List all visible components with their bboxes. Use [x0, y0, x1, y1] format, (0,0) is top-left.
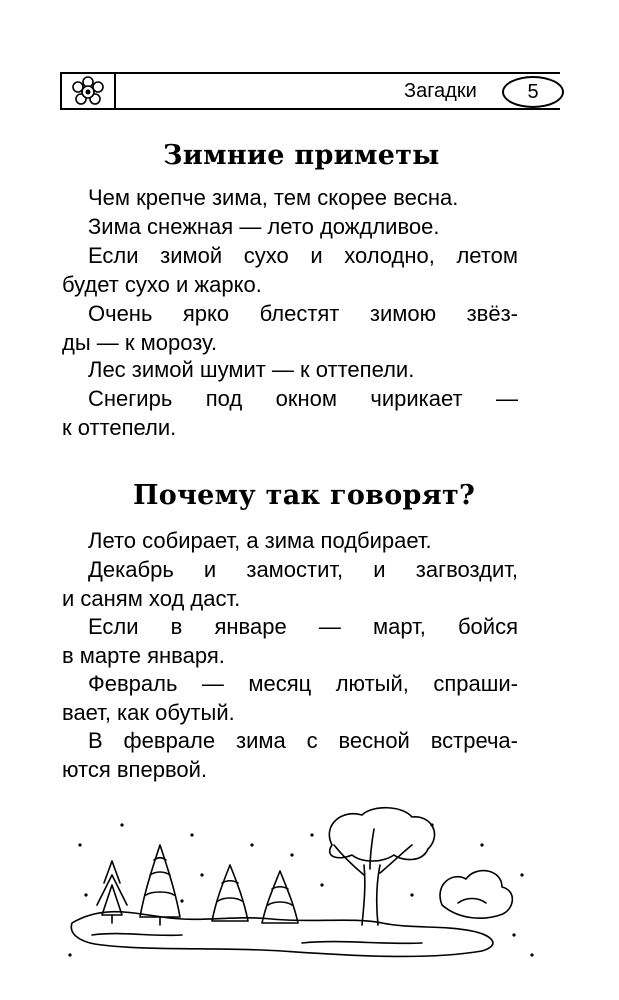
- section-title-omens: Зимние приметы: [163, 140, 440, 171]
- paragraph: [62, 613, 518, 670]
- text-line: будет сухо и жарко.: [62, 271, 262, 297]
- text-line: Декабрь и замостит, и загвоздит,: [88, 557, 518, 582]
- paragraph: [62, 356, 518, 385]
- flower-icon: [68, 76, 108, 108]
- text-line: Снегирь под окном чирикает —: [88, 386, 518, 411]
- paragraph: [62, 727, 518, 784]
- winter-illustration: [62, 805, 538, 970]
- text-line: и саням ход даст.: [62, 585, 241, 611]
- paragraph: [62, 556, 518, 613]
- paragraph: [62, 527, 518, 556]
- page-number: 5: [502, 76, 564, 108]
- paragraph: [62, 184, 518, 213]
- header-rule-top: [116, 72, 560, 74]
- text-line: Если в январе — март, бойся: [88, 614, 518, 639]
- text-line: Если зимой сухо и холодно, летом: [88, 243, 518, 268]
- text-line: в марте января.: [62, 642, 225, 668]
- paragraph: [62, 385, 518, 442]
- paragraph: [62, 213, 518, 242]
- section-title-sayings: Почему так говорят?: [133, 480, 476, 511]
- paragraph: [62, 242, 518, 299]
- paragraph: [62, 670, 518, 727]
- text-line: Зима снежная — лето дождливое.: [88, 214, 440, 239]
- header-emblem: [60, 72, 116, 110]
- page-header: [60, 72, 562, 112]
- header-rule-bottom: [116, 108, 560, 110]
- paragraph: [62, 300, 518, 357]
- text-line: вает, как обутый.: [62, 699, 235, 725]
- text-line: к оттепели.: [62, 414, 177, 440]
- text-line: Февраль — месяц лютый, спраши-: [88, 671, 518, 696]
- running-head: Загадки: [404, 80, 477, 102]
- text-line: Лес зимой шумит — к оттепели.: [88, 357, 415, 382]
- text-line: ды — к морозу.: [62, 329, 217, 355]
- text-line: Чем крепче зима, тем скорее весна.: [88, 185, 459, 210]
- text-line: Лето собирает, а зима подбирает.: [88, 528, 432, 553]
- winter-landscape-icon: [62, 805, 538, 965]
- text-line: ются впервой.: [62, 756, 208, 782]
- text-line: В феврале зима с весной встреча-: [88, 728, 518, 753]
- text-line: Очень ярко блестят зимою звёз-: [88, 301, 518, 326]
